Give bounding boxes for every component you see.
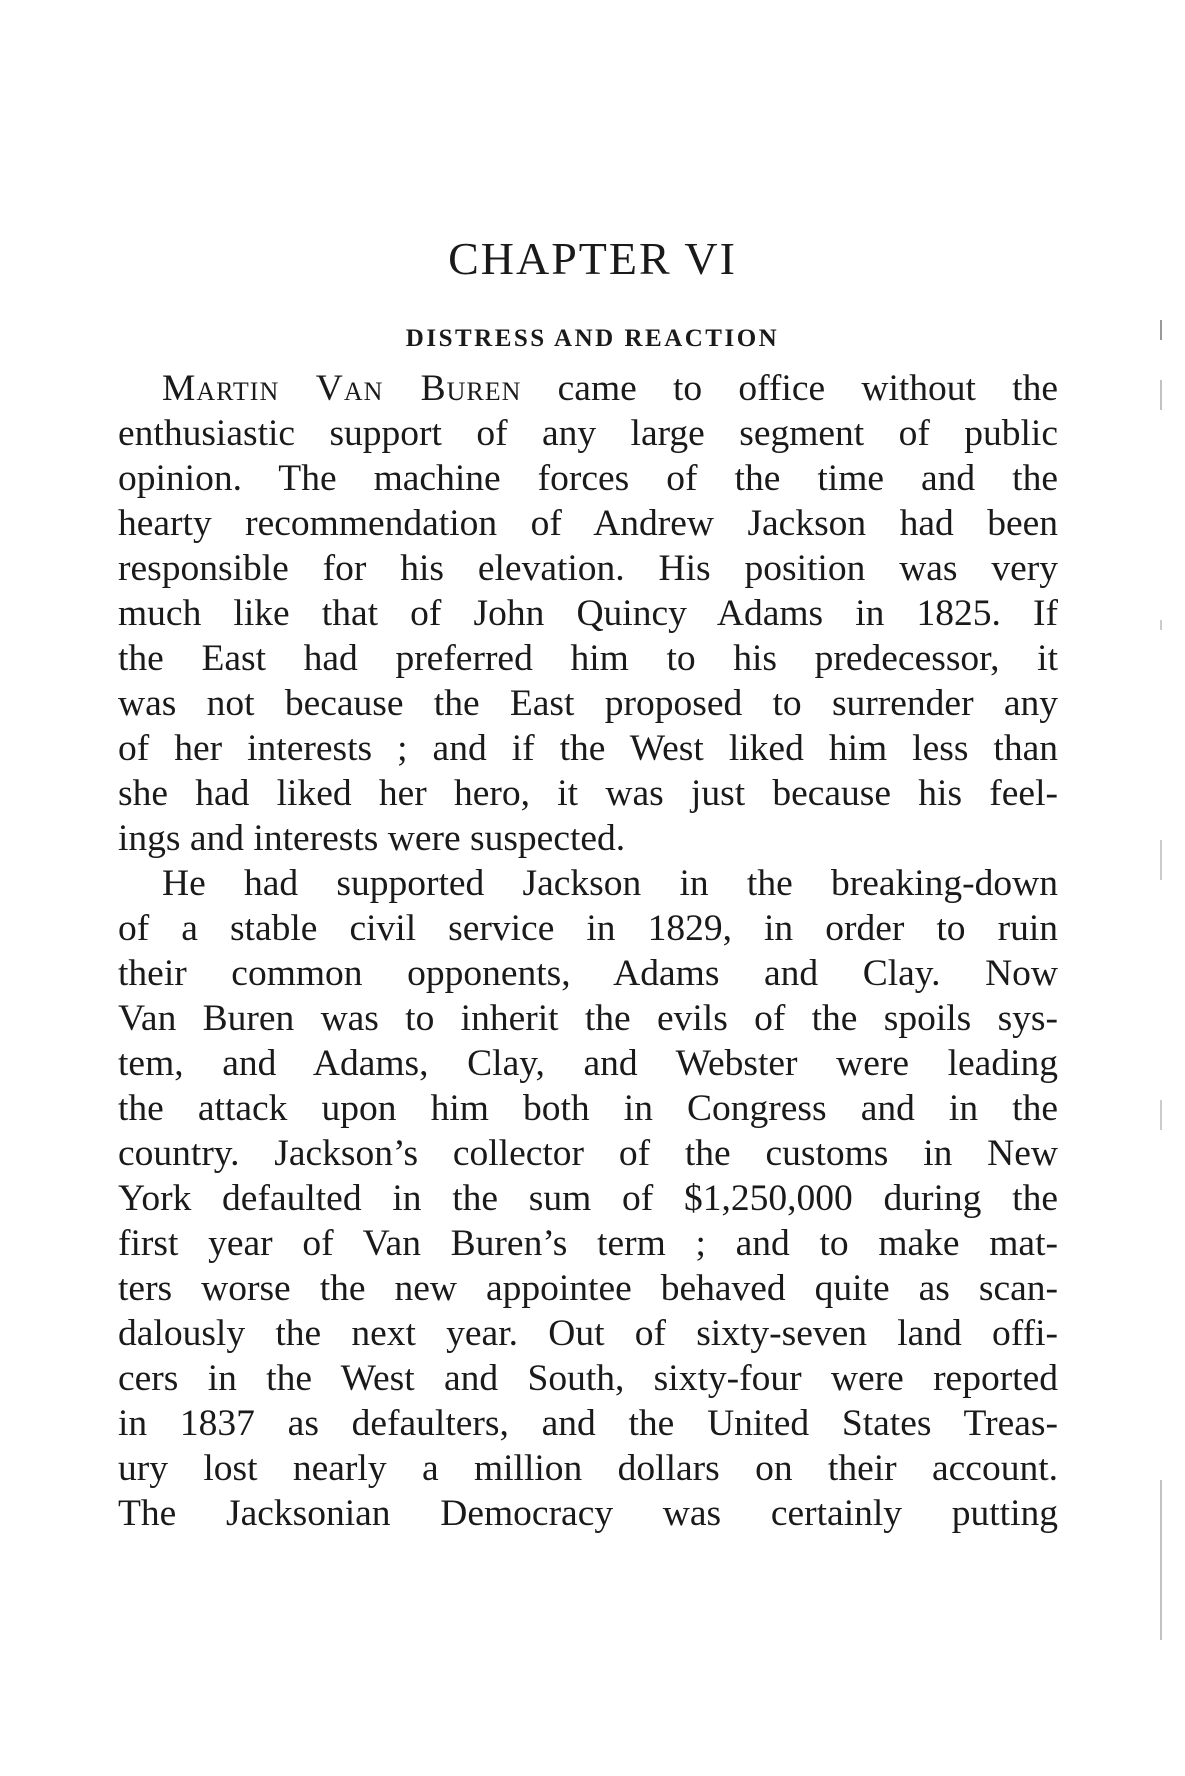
- paragraph-1-line-1-text: came to office without the: [521, 368, 1058, 409]
- paragraph-1-line-8: was not because the East proposed to surrender any: [118, 683, 1058, 724]
- paragraph-2-line-5: tem, and Adams, Clay, and Webster were leading: [118, 1043, 1058, 1084]
- paragraph-2-line-13: in 1837 as defaulters, and the United States Treas-: [118, 1403, 1058, 1444]
- paragraph-2-line-4: Van Buren was to inherit the evils of the spoils sys-: [118, 998, 1058, 1039]
- paragraph-2-line-1: He had supported Jackson in the breaking-down: [162, 863, 1058, 904]
- paragraph-2-line-12: cers in the West and South, sixty-four were reported: [118, 1358, 1058, 1399]
- scan-mark: [1160, 1480, 1162, 1640]
- paragraph-1-line-6: much like that of John Quincy Adams in 1825. If: [118, 593, 1058, 634]
- paragraph-1-line-9: of her interests ; and if the West liked him less than: [118, 728, 1058, 769]
- chapter-heading: CHAPTER VI: [448, 233, 737, 284]
- paragraph-2-line-6: the attack upon him both in Congress and in the: [118, 1088, 1058, 1129]
- scan-mark: [1160, 1100, 1162, 1130]
- paragraph-1-line-5: responsible for his elevation. His position was very: [118, 548, 1058, 589]
- scan-mark: [1160, 320, 1162, 340]
- chapter-subtitle: DISTRESS AND REACTION: [405, 325, 780, 352]
- paragraph-1-line-10: she had liked her hero, it was just because his feel-: [118, 773, 1058, 814]
- paragraph-2-line-8: York defaulted in the sum of $1,250,000 during the: [118, 1178, 1058, 1219]
- paragraph-1-line-4: hearty recommendation of Andrew Jackson had been: [118, 503, 1058, 544]
- paragraph-1-line-7: the East had preferred him to his predecessor, it: [118, 638, 1058, 679]
- paragraph-2-line-7: country. Jackson’s collector of the customs in New: [118, 1133, 1058, 1174]
- paragraph-2-line-11: dalously the next year. Out of sixty-seven land offi-: [118, 1313, 1058, 1354]
- paragraph-1-line-3: opinion. The machine forces of the time and the: [118, 458, 1058, 499]
- paragraph-2-line-10: ters worse the new appointee behaved quite as scan-: [118, 1268, 1058, 1309]
- paragraph-2-line-9: first year of Van Buren’s term ; and to make mat-: [118, 1223, 1058, 1264]
- scan-mark: [1160, 380, 1162, 410]
- paragraph-2-line-15: The Jacksonian Democracy was certainly putting: [118, 1493, 1058, 1534]
- paragraph-1-line-2: enthusiastic support of any large segment of public: [118, 413, 1058, 454]
- paragraph-2-line-14: ury lost nearly a million dollars on their account.: [118, 1448, 1058, 1489]
- paragraph-1-line-11: ings and interests were suspected.: [118, 818, 626, 859]
- paragraph-1-line-1: [162, 364, 1058, 413]
- paragraph-2-line-2: of a stable civil service in 1829, in order to ruin: [118, 908, 1058, 949]
- paragraph-1-lead: Martin Van Buren: [162, 368, 522, 409]
- scan-mark: [1160, 620, 1162, 630]
- paragraph-2-line-3: their common opponents, Adams and Clay. Now: [118, 953, 1058, 994]
- scan-mark: [1160, 840, 1162, 880]
